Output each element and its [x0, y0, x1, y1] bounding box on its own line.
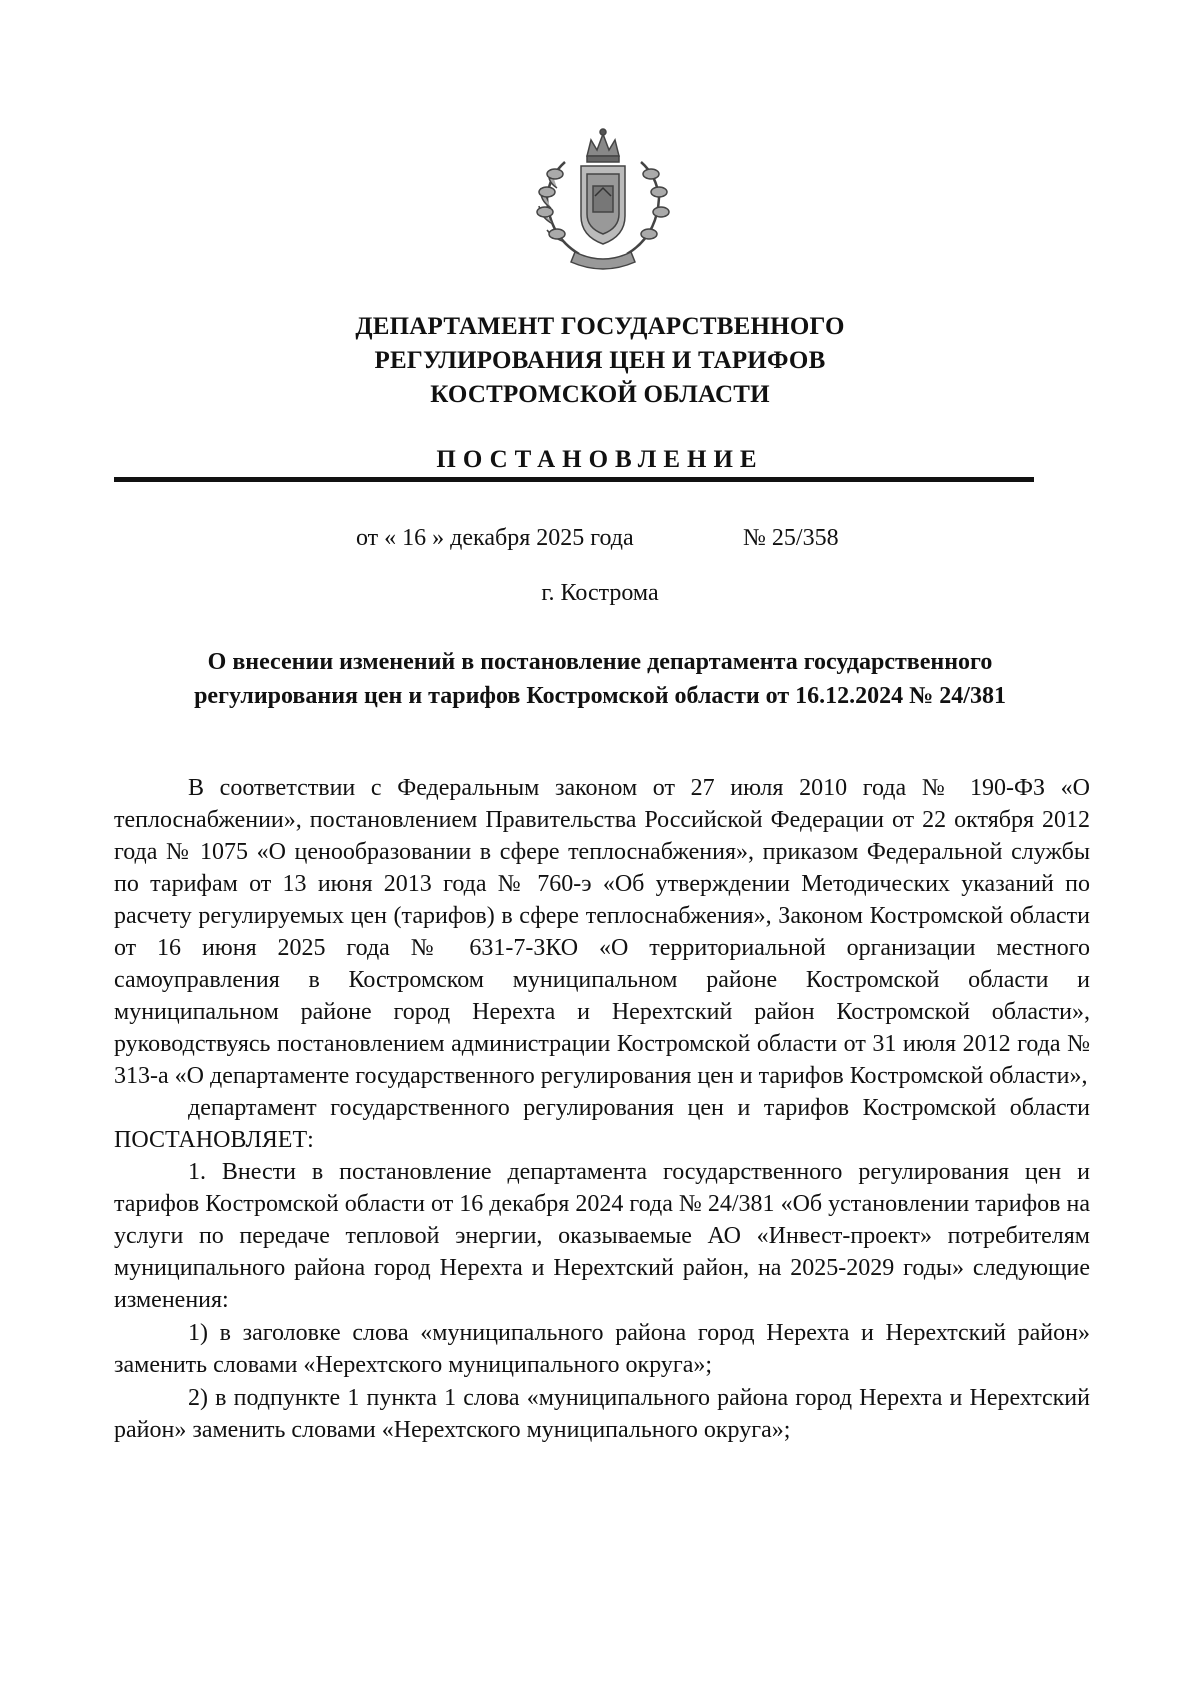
document-body	[114, 772, 1090, 1446]
department-name-line: РЕГУЛИРОВАНИЯ ЦЕН И ТАРИФОВ	[374, 347, 826, 374]
coat-of-arms-icon	[531, 126, 675, 272]
body-paragraph-subitem-1: 1) в заголовке слова «муниципального района город Нерехта и Нерехтский район» заменить словами «Нерехтского муниципального округа»;	[114, 1320, 1090, 1378]
document-date: от « 16 » декабря 2025 года	[356, 525, 634, 551]
document-city: г. Кострома	[541, 580, 659, 606]
date-number-line	[0, 525, 1200, 555]
body-paragraph-item-1: 1. Внести в постановление департамента государственного регулирования цен и тарифов Костромской области от 16 декабря 2024 года № 24/381 «Об установлении тарифов на услуги по передаче тепловой энергии, оказываемые АО «Инвест-проект» потребителям муниципального района город Нерехта и Нерехтский район, на 2025-2029 годы» следующие изменения:	[114, 1159, 1090, 1313]
department-name	[150, 310, 1050, 412]
department-name-line: ДЕПАРТАМЕНТ ГОСУДАРСТВЕННОГО	[355, 313, 845, 340]
body-paragraph-subitem-2: 2) в подпункте 1 пункта 1 слова «муниципального района город Нерехта и Нерехтский район» заменить словами «Нерехтского муниципального округа»;	[114, 1385, 1090, 1443]
body-paragraph-resolves: департамент государственного регулирования цен и тарифов Костромской области ПОСТАНОВЛЯЕТ:	[114, 1095, 1090, 1153]
document-title-line: регулирования цен и тарифов Костромской области от 16.12.2024 № 24/381	[194, 683, 1006, 709]
body-paragraph-preamble: В соответствии с Федеральным законом от 27 июля 2010 года № 190-ФЗ «О теплоснабжении», постановлением Правительства Российской Федерации от 22 октября 2012 года № 1075 «О ценообразовании в сфере теплоснабжения», приказом Федеральной службы по тарифам от 13 июня 2013 года № 760-э «Об утверждении Методических указаний по расчету регулируемых цен (тарифов) в сфере теплоснабжения», Законом Костромской области от 16 июня 2025 года № 631-7-ЗКО «О территориальной организации местного самоуправления в Костромском муниципальном районе Костромской области и муниципальном районе город Нерехта и Нерехтский район Костромской области», руководствуясь постановлением администрации Костромской области от 31 июля 2012 года № 313-а «О департаменте государственного регулирования цен и тарифов Костромской области»,	[114, 775, 1090, 1089]
document-title	[110, 645, 1090, 713]
document-type-heading: ПОСТАНОВЛЕНИЕ	[436, 446, 764, 473]
coat-of-arms-emblem	[531, 126, 675, 272]
document-title-line: О внесении изменений в постановление департамента государственного	[207, 649, 993, 675]
document-number: № 25/358	[743, 525, 839, 551]
department-name-line: КОСТРОМСКОЙ ОБЛАСТИ	[430, 381, 770, 408]
header-divider	[114, 477, 1034, 482]
